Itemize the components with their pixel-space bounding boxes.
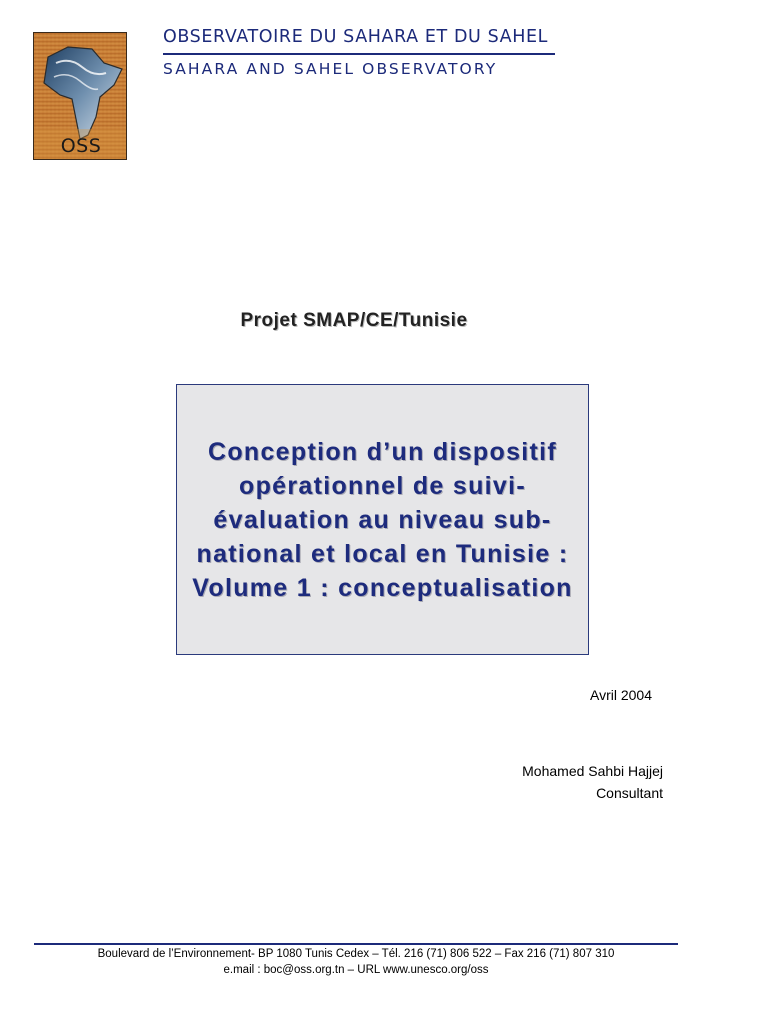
org-name-english: SAHARA AND SAHEL OBSERVATORY bbox=[163, 60, 498, 78]
org-name-french: OBSERVATOIRE DU SAHARA ET DU SAHEL bbox=[163, 27, 549, 47]
project-title: Projet SMAP/CE/Tunisie bbox=[240, 310, 468, 331]
publication-date: Avril 2004 bbox=[589, 687, 652, 703]
title-box bbox=[176, 384, 589, 655]
author-name: Mohamed Sahbi Hajjej bbox=[522, 763, 663, 779]
header-divider bbox=[163, 53, 555, 55]
footer-contact: e.mail : boc@oss.org.tn – URL www.unesco.org/oss bbox=[223, 964, 489, 976]
footer bbox=[0, 946, 712, 978]
footer-address: Boulevard de l’Environnement- BP 1080 Tunis Cedex – Tél. 216 (71) 806 522 – Fax 216 (71) 807 310 bbox=[97, 948, 615, 960]
footer-divider bbox=[34, 943, 678, 945]
main-title: Conception d’un dispositif opérationnel de suivi-évaluation au niveau sub-national et local en Tunisie : Volume 1 : conceptualisation bbox=[192, 437, 573, 602]
author-block bbox=[522, 760, 663, 804]
logo-text: OSS bbox=[60, 135, 102, 157]
oss-logo bbox=[33, 32, 127, 160]
author-role: Consultant bbox=[596, 785, 663, 801]
